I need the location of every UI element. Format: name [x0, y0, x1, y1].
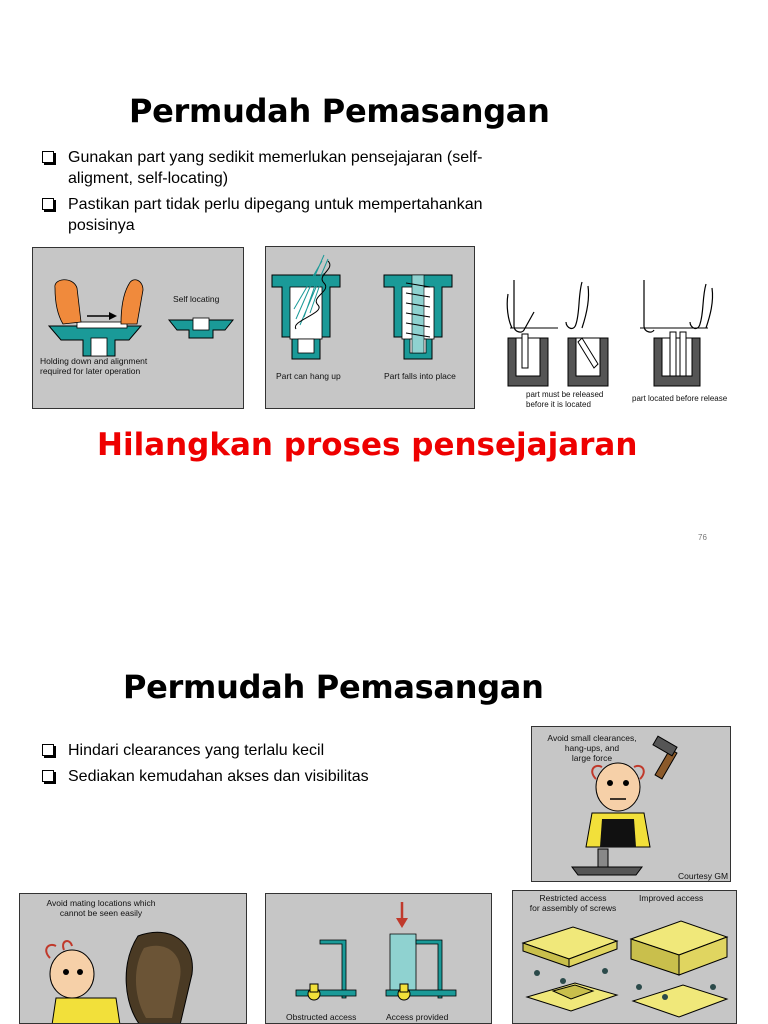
figure-small-clearances: [531, 726, 731, 882]
caption-restricted-line2: for assembly of screws: [529, 903, 617, 913]
caption-self-locating: Self locating: [173, 294, 220, 304]
slide2-title: Permudah Pemasangan: [123, 668, 544, 706]
caption-located-before-release: part located before release: [632, 394, 728, 403]
caption-restricted-line1: Restricted access: [539, 893, 607, 903]
caption-courtesy: Courtesy GM: [678, 871, 729, 881]
checkbox-bullet-icon: [42, 151, 54, 163]
screw-icon: [602, 968, 608, 974]
access-illustration: [266, 894, 492, 1024]
checkbox-bullet-icon: [42, 744, 54, 756]
slide2-bullet-list: [42, 740, 502, 792]
figure-self-locating: [32, 247, 244, 409]
page-number: 76: [698, 533, 707, 542]
caption-clearance-line1: Avoid small clearances,: [547, 733, 637, 743]
screw-icon: [534, 970, 540, 976]
slide2-bullet-1: Hindari clearances yang terlalu kecil: [42, 740, 502, 761]
screw-icon: [662, 994, 668, 1000]
slide1-bullet-1: Gunakan part yang sedikit memerlukan pensejajaran (self-aligment, self-locating): [42, 147, 542, 189]
slide2-bullet-2: Sediakan kemudahan akses dan visibilitas: [42, 766, 502, 787]
figure-part-release: [494, 276, 738, 412]
caption-obstructed-access: Obstructed access: [286, 1012, 357, 1022]
checkbox-bullet-icon: [42, 770, 54, 782]
caption-mating-line2: cannot be seen easily: [59, 908, 143, 918]
slide1-bullet-2: Pastikan part tidak perlu dipegang untuk mempertahankan posisinya: [42, 194, 542, 236]
figure-screw-access: [512, 890, 737, 1024]
caption-access-provided: Access provided: [386, 1012, 449, 1022]
caption-part-hang-up: Part can hang up: [276, 371, 341, 381]
hand-icon: [121, 280, 143, 324]
screw-icon: [636, 984, 642, 990]
hand-icon: [55, 280, 81, 324]
figure-mating-locations: [19, 893, 247, 1024]
gear-icon: [572, 867, 642, 875]
caption-holding-line2: required for later operation: [40, 366, 141, 376]
figure-part-hang-up: [265, 246, 475, 409]
red-heading: Hilangkan proses pensejajaran: [97, 427, 638, 463]
self-locating-illustration: [33, 248, 244, 409]
caption-improved-access: Improved access: [639, 893, 704, 903]
caption-released-line2: before it is located: [526, 400, 591, 409]
checkbox-bullet-icon: [42, 198, 54, 210]
caption-clearance-line2: hang-ups, and: [564, 743, 620, 753]
screw-icon: [710, 984, 716, 990]
screw-icon: [560, 978, 566, 984]
slide1-bullet-list: [42, 147, 542, 241]
spring-part-illustration: [266, 247, 475, 409]
caption-holding-line1: Holding down and alignment: [40, 356, 148, 366]
arrow-down-icon: [396, 918, 408, 928]
caption-part-falls: Part falls into place: [384, 371, 456, 381]
hammer-icon: [653, 736, 677, 756]
caption-mating-line1: Avoid mating locations which: [46, 898, 156, 908]
caption-clearance-line3: large force: [571, 753, 613, 763]
figure-access: [265, 893, 492, 1024]
slide1-title: Permudah Pemasangan: [129, 92, 550, 130]
caption-released-line1: part must be released: [526, 390, 604, 399]
arrow-right-icon: [109, 312, 117, 320]
